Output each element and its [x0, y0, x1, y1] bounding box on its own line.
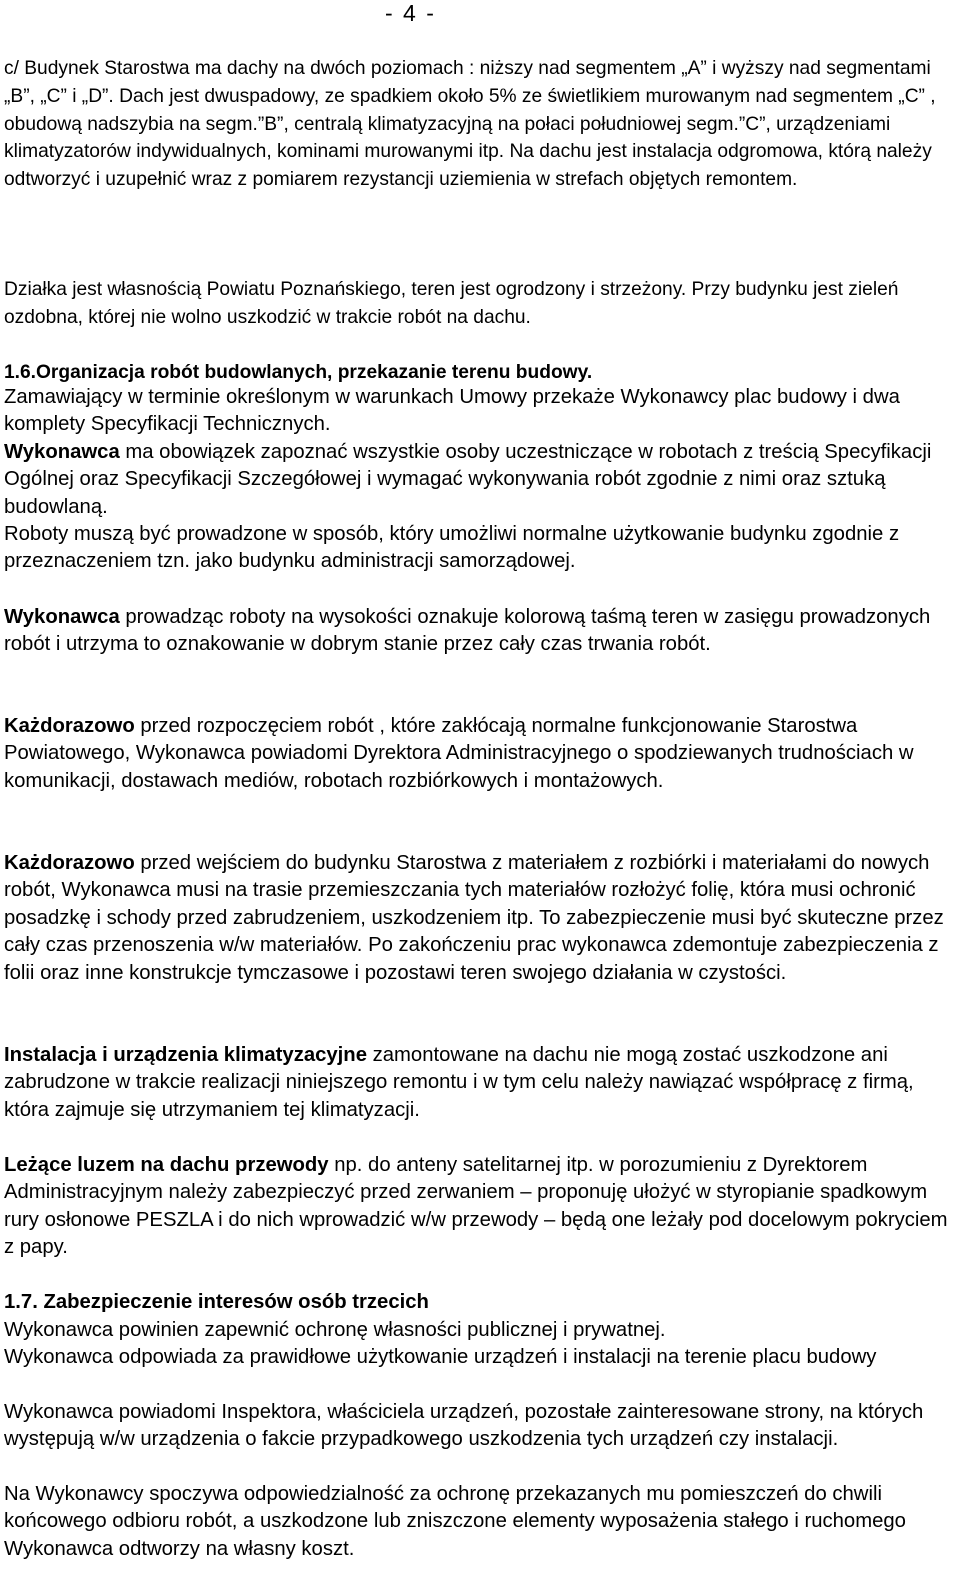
paragraph-text: przed wejściem do budynku Starostwa z materiałem z rozbiórki i materiałami do nowych robót, Wykonawca musi na trasie przemieszczania tych materiałów rozłożyć folię, która musi ochronić posadzkę i schody przed zabrudzeniem, uszkodzeniem itp. To zabezpieczenie musi być skuteczne przez cały czas przenoszenia w/w materiałów. Po zakończeniu prac wykonawca zdemontuje zabezpieczenia z folii oraz inne konstrukcje tymczasowe i pozostawi teren swojego działania w czystości.	[4, 852, 944, 984]
paragraph-text: np. do anteny satelitarnej itp. w porozumieniu z Dyrektorem Administracyjnym należy zabezpieczyć przed zerwaniem – proponuję ułożyć w styropianie spadkowym rury osłonowe PESZLA i do nich wprowadzić w/w przewody – będą one leżały pod docelowym pokryciem z papy.	[4, 1154, 948, 1259]
bold-lead-kazdorazowo: Każdorazowo	[4, 852, 135, 874]
paragraph-property-protection: Wykonawca powinien zapewnić ochronę własności publicznej i prywatnej.	[4, 1319, 666, 1341]
paragraph-damage-notice: Wykonawca powiadomi Inspektora, właściciela urządzeń, pozostałe zainteresowane strony, na których występują w/w urządzenia o fakcie przypadkowego uszkodzenia tych urządzeń czy instalacji.	[4, 1401, 924, 1451]
paragraph-text: prowadząc roboty na wysokości oznakuje kolorową taśmą teren w zasięgu prowadzonych robót i utrzyma to oznakowanie w dobrym stanie przez cały czas trwania robót.	[4, 606, 931, 656]
bold-lead-wykonawca: Wykonawca	[4, 606, 120, 628]
paragraph-roof-description: c/ Budynek Starostwa ma dachy na dwóch poziomach : niższy nad segmentem „A” i wyższy nad segmentami „B”, „C” i „D”. Dach jest dwuspadowy, ze spadkiem około 5% ze świetlikiem murowanym nad segmentem „C” , obudową nadszybia na segm.”B”, centralą klimatyzacyjną na połaci południowej segm.”C”, urządzeniami klimatyzatorów indywidualnych, kominami murowanymi itp. Na dachu jest instalacja odgromowa, którą należy odtworzyć i uzupełnić wraz z pomiarem rezystancji uziemienia w strefach objętych remontem.	[4, 58, 936, 191]
bold-lead-kazdorazowo: Każdorazowo	[4, 715, 135, 737]
paragraph-utilities-use: Wykonawca odpowiada za prawidłowe użytkowanie urządzeń i instalacji na terenie placu budowy	[4, 1346, 877, 1368]
section-heading-1-7-text: 1.7. Zabezpieczenie interesów osób trzecich	[4, 1291, 429, 1313]
paragraph-foil-protection	[4, 850, 956, 987]
page-number: - 4 -	[385, 0, 436, 26]
paragraph-text: zamontowane na dachu nie mogą zostać uszkodzone ani zabrudzone w trakcie realizacji niniejszego remontu i w tym celu należy nawiązać współpracę z firmą, która zajmuje się utrzymaniem tej klimatyzacji.	[4, 1044, 914, 1121]
bold-lead-instalacja: Instalacja i urządzenia klimatyzacyjne	[4, 1044, 367, 1066]
bold-lead-wykonawca: Wykonawca	[4, 441, 120, 463]
paragraph-text: przed rozpoczęciem robót , które zakłócają normalne funkcjonowanie Starostwa Powiatowego, Wykonawca powiadomi Dyrektora Administracyjnego o spodziewanych trudnościach w komunikacji, dostawach mediów, robotach rozbiórkowych i montażowych.	[4, 715, 914, 792]
paragraph-loose-cables	[4, 1152, 956, 1262]
paragraph-air-conditioning	[4, 1042, 956, 1124]
paragraph-text: ma obowiązek zapoznać wszystkie osoby uczestniczące w robotach z treścią Specyfikacji Ogólnej oraz Specyfikacji Szczegółowej i wymagać wykonywania robót zgodnie z nimi oraz sztuką budowlaną.	[4, 441, 932, 518]
bold-lead-przewody: Leżące luzem na dachu przewody	[4, 1154, 329, 1176]
paragraph-plot-ownership: Działka jest własnością Powiatu Poznańskiego, teren jest ogrodzony i strzeżony. Przy budynku jest zieleń ozdobna, której nie wolno uszkodzić w trakcie robót na dachu.	[4, 279, 899, 328]
paragraph-site-handover: Zamawiający w terminie określonym w warunkach Umowy przekaże Wykonawcy plac budowy i dwa komplety Specyfikacji Technicznych.	[4, 386, 900, 436]
paragraph-premises-liability: Na Wykonawcy spoczywa odpowiedzialność za ochronę przekazanych mu pomieszczeń do chwili końcowego odbioru robót, a uszkodzone lub zniszczone elementy wyposażenia stałego i ruchomego Wykonawca odtworzy na własny koszt.	[4, 1483, 906, 1560]
section-heading-1-6	[4, 359, 956, 387]
paragraph-notification	[4, 713, 956, 795]
paragraph-height-marking	[4, 604, 956, 659]
paragraph-works-conduct: Roboty muszą być prowadzone w sposób, który umożliwi normalne użytkowanie budynku zgodnie z przeznaczeniem tzn. jako budynku administracji samorządowej.	[4, 523, 900, 573]
section-heading-1-7	[4, 1289, 956, 1316]
section-heading-1-6-text: 1.6.Organizacja robót budowlanych, przekazanie terenu budowy.	[4, 362, 593, 383]
paragraph-contractor-obligation	[4, 439, 956, 521]
